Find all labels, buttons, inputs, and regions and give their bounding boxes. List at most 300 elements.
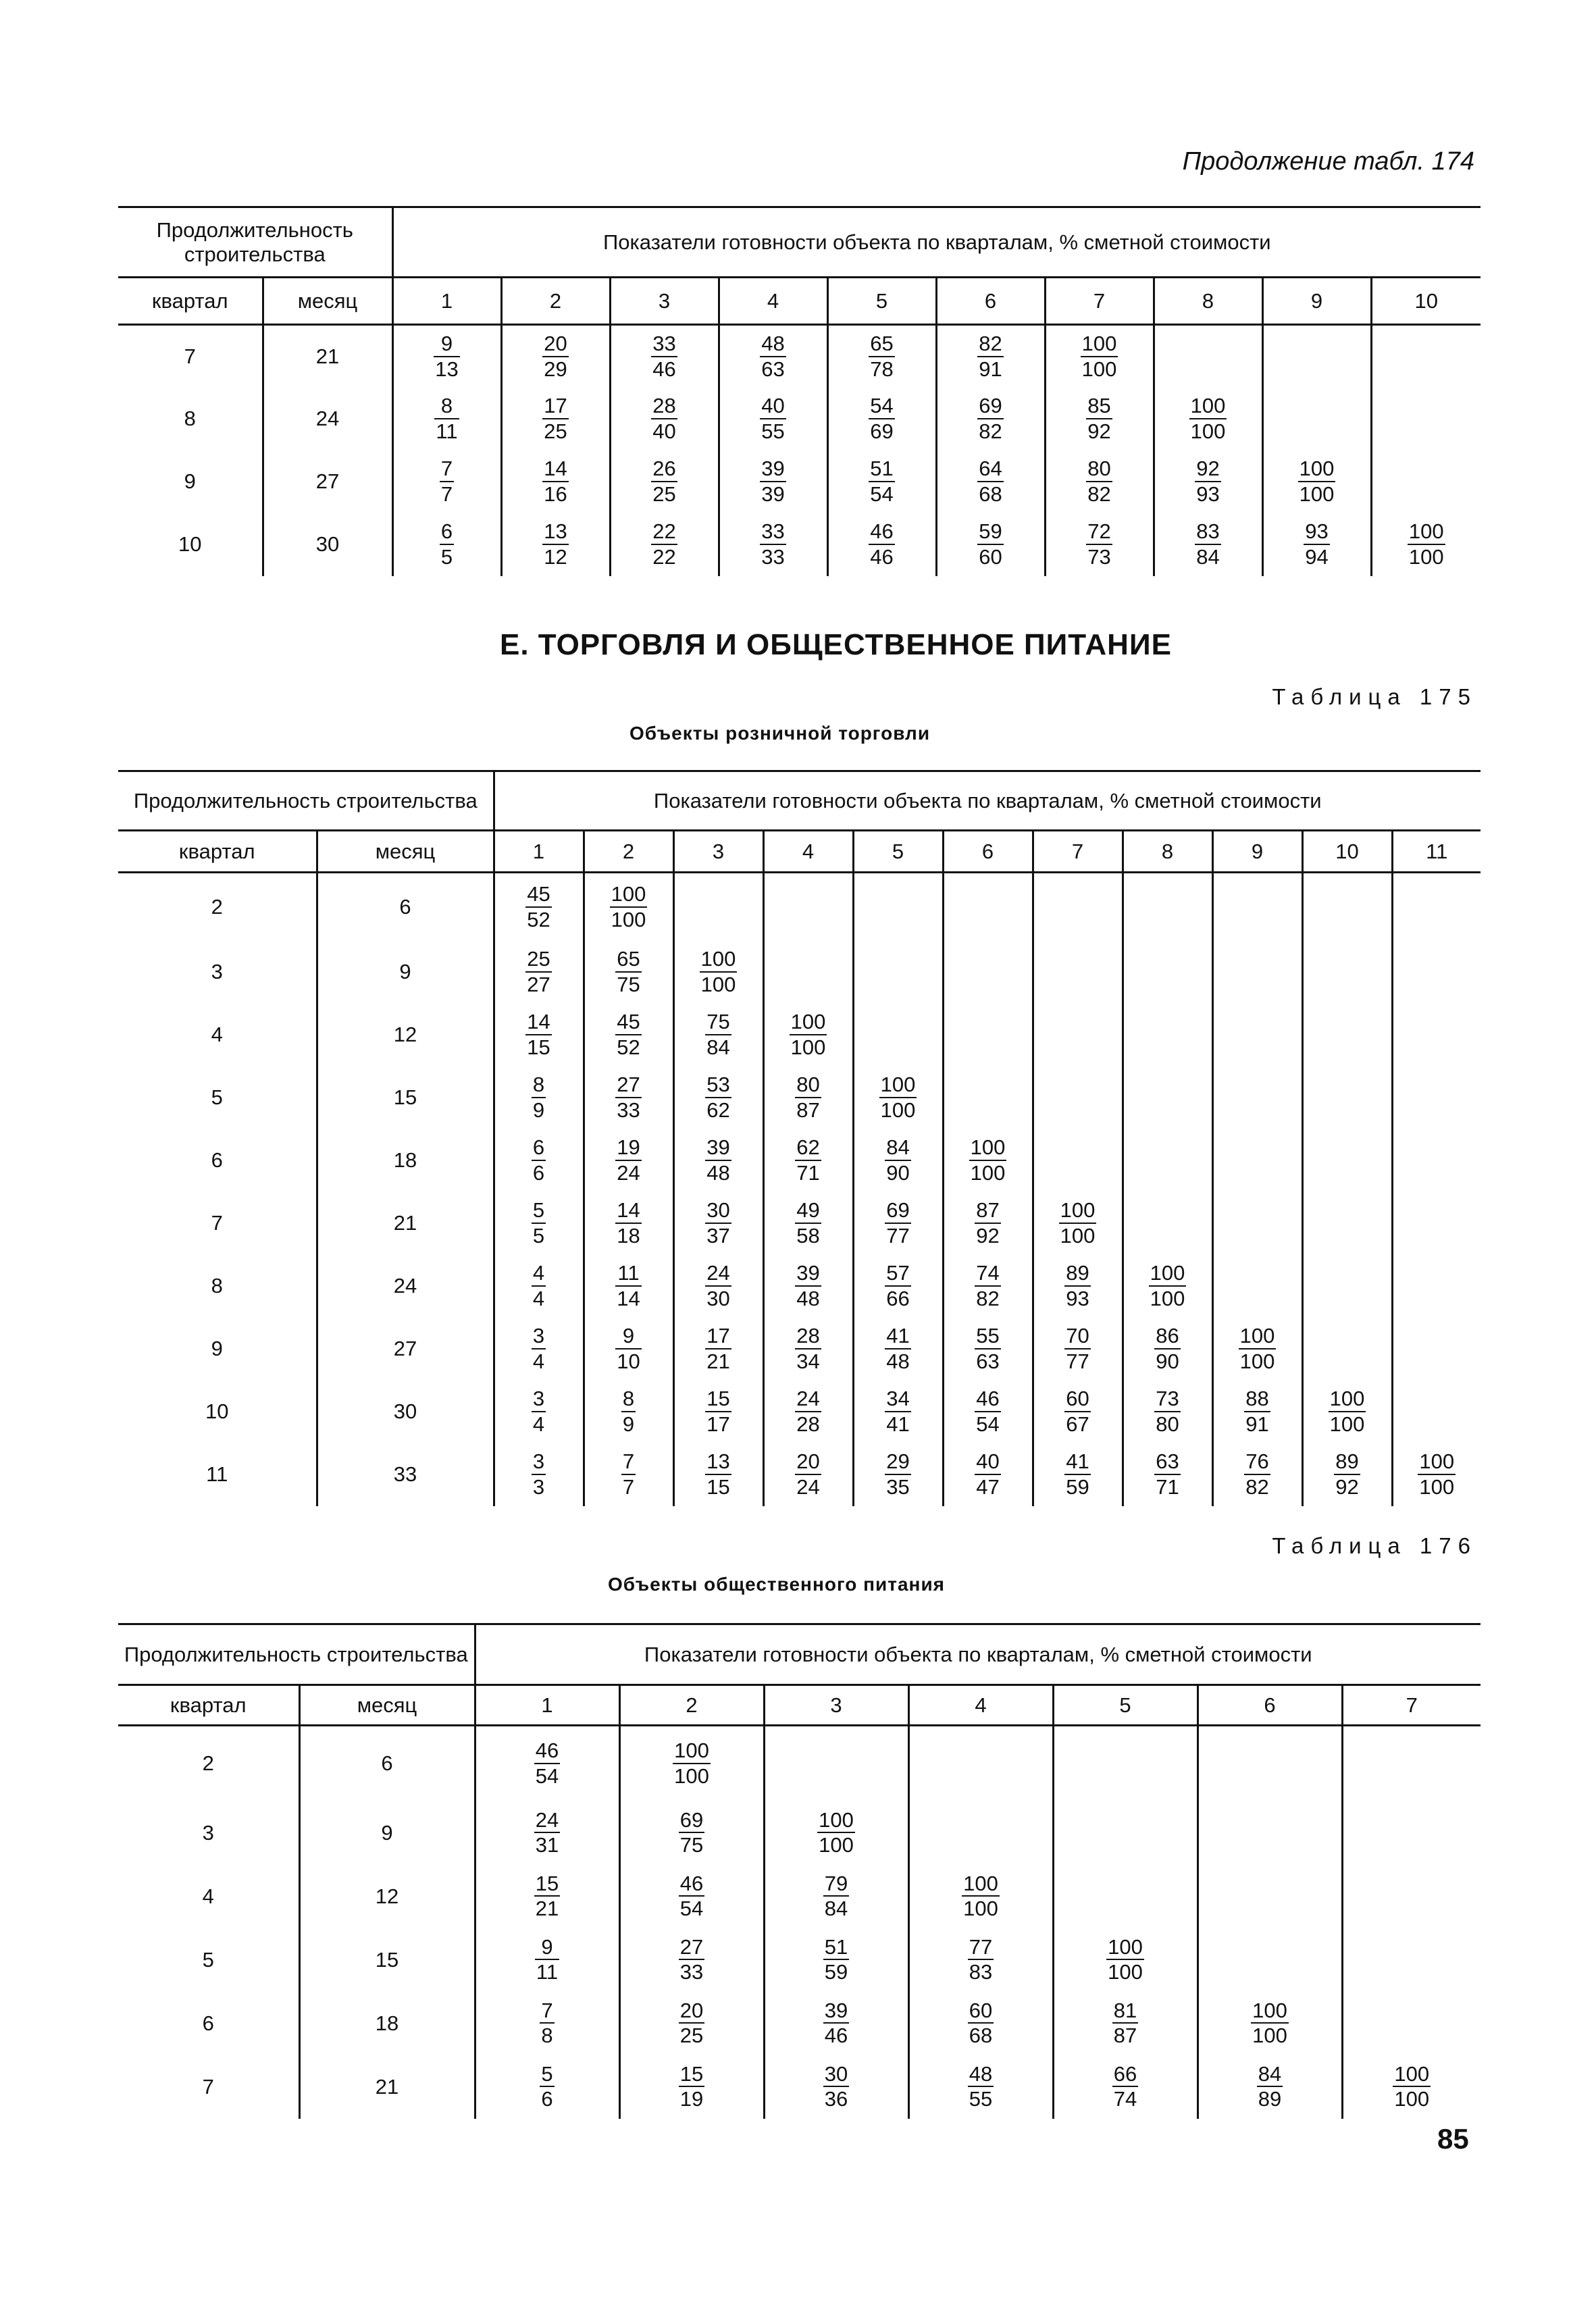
- table-175-body: [118, 771, 1481, 1506]
- denominator: 100: [1060, 1223, 1096, 1248]
- numerator: 15: [535, 1871, 559, 1895]
- table-row: [118, 1255, 1481, 1318]
- fraction: [1251, 1999, 1289, 2048]
- numerator: 17: [544, 394, 567, 418]
- fraction: [795, 1324, 821, 1373]
- value-cell: [475, 1865, 619, 1928]
- fraction: [534, 1808, 560, 1857]
- value-cell: [764, 1865, 908, 1928]
- denominator: 33: [617, 1098, 640, 1122]
- numerator: 24: [535, 1807, 559, 1832]
- fraction: [1418, 1449, 1456, 1499]
- value-cell: [1123, 1192, 1212, 1255]
- value-cell: [853, 1255, 943, 1318]
- denominator: 100: [970, 1160, 1006, 1185]
- month-cell: 24: [263, 388, 392, 451]
- value-cell: [1371, 451, 1481, 513]
- denominator: 84: [706, 1035, 730, 1059]
- denominator: 71: [796, 1160, 820, 1185]
- value-cell: [584, 1004, 673, 1066]
- column-header: 6: [936, 278, 1045, 325]
- numerator: 33: [761, 519, 785, 544]
- denominator: 73: [1087, 544, 1111, 569]
- duration-header: Продолжительность строительства: [118, 207, 392, 278]
- denominator: 67: [1066, 1412, 1089, 1436]
- fraction: [968, 2062, 994, 2111]
- numerator: 100: [1239, 1324, 1275, 1348]
- denominator: 100: [1190, 419, 1226, 443]
- numerator: 100: [790, 1010, 826, 1034]
- fraction: [1334, 1449, 1360, 1499]
- fraction: [1154, 1324, 1180, 1373]
- fraction: [532, 1198, 546, 1248]
- value-cell: [1392, 941, 1481, 1004]
- value-cell: [1033, 1192, 1123, 1255]
- value-cell: [1053, 1726, 1198, 1801]
- fraction: [535, 1935, 559, 1984]
- numerator: 65: [617, 947, 640, 971]
- fraction: [540, 2062, 554, 2111]
- value-cell: [1033, 1255, 1123, 1318]
- fraction: [869, 519, 894, 569]
- fraction: [823, 1999, 849, 2048]
- column-header: 7: [1342, 1685, 1481, 1726]
- numerator: 46: [535, 1739, 559, 1763]
- month-cell: 24: [317, 1255, 494, 1318]
- denominator: 46: [824, 2024, 848, 2048]
- value-cell: [1123, 1381, 1212, 1443]
- denominator: 100: [1150, 1286, 1185, 1310]
- numerator: 3: [532, 1387, 545, 1411]
- fraction: [1408, 519, 1445, 569]
- value-cell: [1212, 1318, 1302, 1381]
- numerator: 45: [617, 1010, 640, 1034]
- fraction: [1064, 1449, 1090, 1499]
- value-cell: [1198, 1928, 1342, 1992]
- denominator: 54: [679, 1897, 704, 1921]
- table-176-title: Объекты общественного питания: [608, 1574, 946, 1595]
- value-cell: [1123, 1129, 1212, 1192]
- value-cell: [1392, 1381, 1481, 1443]
- numerator: 82: [979, 331, 1002, 355]
- value-cell: [943, 873, 1033, 941]
- denominator: 6: [541, 2087, 553, 2111]
- denominator: 30: [706, 1286, 730, 1310]
- value-cell: [494, 1066, 584, 1129]
- value-cell: [853, 1318, 943, 1381]
- column-header: 1: [392, 278, 501, 325]
- value-cell: [1123, 1443, 1212, 1506]
- denominator: 16: [544, 482, 567, 506]
- value-cell: [1198, 1726, 1342, 1801]
- fraction: [1298, 457, 1336, 506]
- fraction: [610, 882, 648, 931]
- month-cell: 21: [299, 2055, 475, 2119]
- table-row: [118, 1992, 1481, 2055]
- numerator: 27: [617, 1073, 640, 1097]
- value-cell: [673, 1004, 763, 1066]
- denominator: 48: [886, 1349, 910, 1373]
- denominator: 100: [674, 1764, 709, 1789]
- month-header: месяц: [263, 278, 392, 325]
- denominator: 68: [979, 482, 1002, 506]
- denominator: 100: [611, 907, 646, 931]
- value-cell: [943, 1381, 1033, 1443]
- numerator: 33: [652, 331, 676, 355]
- numerator: 66: [1113, 2061, 1137, 2086]
- denominator: 17: [706, 1412, 730, 1436]
- numerator: 100: [1329, 1387, 1365, 1411]
- month-cell: 30: [317, 1381, 494, 1443]
- table-row: [118, 1381, 1481, 1443]
- fraction: [790, 1010, 827, 1059]
- fraction: [532, 1135, 546, 1185]
- fraction: [1239, 1324, 1277, 1373]
- value-cell: [494, 1192, 584, 1255]
- denominator: 77: [1066, 1349, 1089, 1373]
- fraction: [651, 394, 677, 443]
- value-cell: [719, 325, 827, 388]
- fraction: [615, 1135, 641, 1185]
- month-cell: 6: [299, 1726, 475, 1801]
- table-row: [118, 325, 1481, 388]
- fraction: [975, 1449, 1000, 1499]
- denominator: 35: [886, 1474, 910, 1499]
- denominator: 100: [1329, 1412, 1365, 1436]
- value-cell: [619, 1726, 764, 1801]
- fraction: [885, 1324, 910, 1373]
- value-cell: [501, 513, 610, 576]
- numerator: 59: [979, 519, 1002, 544]
- value-cell: [1033, 1004, 1123, 1066]
- quarter-cell: 6: [211, 1148, 223, 1172]
- fraction: [885, 1449, 910, 1499]
- denominator: 15: [527, 1035, 550, 1059]
- value-cell: [494, 873, 584, 941]
- numerator: 100: [970, 1135, 1006, 1160]
- numerator: 64: [979, 457, 1002, 481]
- numerator: 5: [541, 2061, 553, 2086]
- denominator: 6: [532, 1160, 545, 1185]
- fraction: [1086, 394, 1112, 443]
- numerator: 24: [706, 1261, 730, 1285]
- value-cell: [1123, 1318, 1212, 1381]
- quarter-cell: 9: [184, 469, 196, 493]
- value-cell: [943, 1192, 1033, 1255]
- value-cell: [619, 2055, 764, 2119]
- month-cell: 18: [299, 1992, 475, 2055]
- column-header: 5: [853, 831, 943, 873]
- table-174: [118, 206, 1481, 576]
- numerator: 20: [544, 331, 567, 355]
- table-175-label: Таблица 175: [1272, 684, 1477, 709]
- value-cell: [763, 873, 853, 941]
- value-cell: [1302, 941, 1392, 1004]
- value-cell: [827, 325, 936, 388]
- fraction: [975, 1198, 1000, 1248]
- value-cell: [673, 1318, 763, 1381]
- denominator: 47: [976, 1474, 1000, 1499]
- month-cell: 33: [317, 1443, 494, 1506]
- value-cell: [827, 451, 936, 513]
- month-cell: 30: [263, 513, 392, 576]
- numerator: 28: [796, 1324, 820, 1348]
- column-header: 7: [1045, 278, 1154, 325]
- numerator: 19: [617, 1135, 640, 1160]
- value-cell: [673, 941, 763, 1004]
- denominator: 100: [880, 1098, 916, 1122]
- denominator: 25: [544, 419, 567, 443]
- fraction: [525, 882, 551, 931]
- value-cell: [584, 1129, 673, 1192]
- fraction: [615, 1198, 641, 1248]
- denominator: 69: [870, 419, 894, 443]
- numerator: 69: [886, 1198, 910, 1223]
- value-cell: [719, 513, 827, 576]
- denominator: 63: [761, 357, 785, 381]
- numerator: 8: [532, 1073, 545, 1097]
- value-cell: [1302, 1443, 1392, 1506]
- value-cell: [1053, 2055, 1198, 2119]
- value-cell: [584, 1255, 673, 1318]
- value-cell: [943, 1129, 1033, 1192]
- value-cell: [475, 2055, 619, 2119]
- numerator: 80: [1087, 457, 1111, 481]
- denominator: 92: [1087, 419, 1111, 443]
- fraction: [621, 1449, 636, 1499]
- numerator: 7: [622, 1449, 635, 1474]
- denominator: 33: [679, 1960, 704, 1984]
- denominator: 3: [532, 1474, 545, 1499]
- fraction: [651, 519, 677, 569]
- fraction: [795, 1449, 821, 1499]
- column-header: 8: [1154, 278, 1262, 325]
- denominator: 100: [1108, 1960, 1143, 1984]
- fraction: [1195, 519, 1220, 569]
- denominator: 100: [1408, 544, 1444, 569]
- value-cell: [501, 451, 610, 513]
- value-cell: [1123, 941, 1212, 1004]
- value-cell: [584, 1318, 673, 1381]
- value-cell: [853, 1443, 943, 1506]
- fraction: [1189, 394, 1227, 443]
- value-cell: [943, 1443, 1033, 1506]
- numerator: 8: [622, 1387, 635, 1411]
- numerator: 5: [532, 1198, 545, 1223]
- column-header: 5: [1053, 1685, 1198, 1726]
- month-header: месяц: [317, 831, 494, 873]
- denominator: 87: [796, 1098, 820, 1122]
- fraction: [885, 1198, 910, 1248]
- numerator: 13: [706, 1449, 730, 1474]
- numerator: 17: [706, 1324, 730, 1348]
- column-header: 7: [1033, 831, 1123, 873]
- table-175: [118, 770, 1481, 1506]
- fraction: [760, 394, 786, 443]
- numerator: 39: [761, 457, 785, 481]
- numerator: 20: [796, 1449, 820, 1474]
- numerator: 15: [706, 1387, 730, 1411]
- readiness-header: Показатели готовности объекта по кварталам, % сметной стоимости: [494, 771, 1481, 831]
- value-cell: [764, 1801, 908, 1865]
- value-cell: [1198, 1992, 1342, 2055]
- numerator: 7: [541, 1998, 553, 2022]
- value-cell: [1212, 1066, 1302, 1129]
- value-cell: [1033, 1443, 1123, 1506]
- denominator: 83: [969, 1960, 993, 1984]
- fraction: [542, 332, 568, 381]
- table-row: [118, 1129, 1481, 1192]
- numerator: 89: [1066, 1261, 1089, 1285]
- table-row: [118, 1726, 1481, 1801]
- numerator: 69: [679, 1807, 704, 1832]
- value-cell: [610, 513, 719, 576]
- fraction: [532, 1324, 546, 1373]
- numerator: 100: [611, 881, 646, 906]
- value-cell: [1212, 873, 1302, 941]
- numerator: 24: [796, 1387, 820, 1411]
- numerator: 45: [527, 881, 550, 906]
- value-cell: [1154, 513, 1262, 576]
- value-cell: [1198, 1801, 1342, 1865]
- numerator: 84: [886, 1135, 910, 1160]
- numerator: 69: [979, 394, 1002, 418]
- denominator: 25: [679, 2024, 704, 2048]
- value-cell: [1302, 1318, 1392, 1381]
- page-number: 85: [1437, 2123, 1469, 2155]
- column-header: 3: [673, 831, 763, 873]
- denominator: 58: [796, 1223, 820, 1248]
- denominator: 77: [886, 1223, 910, 1248]
- value-cell: [1302, 1255, 1392, 1318]
- value-cell: [853, 1381, 943, 1443]
- value-cell: [1392, 1318, 1481, 1381]
- fraction: [615, 1010, 641, 1059]
- fraction: [542, 519, 568, 569]
- value-cell: [475, 1801, 619, 1865]
- numerator: 100: [1419, 1449, 1455, 1474]
- value-cell: [1392, 1004, 1481, 1066]
- value-cell: [1212, 1129, 1302, 1192]
- value-cell: [392, 513, 501, 576]
- denominator: 13: [435, 357, 459, 381]
- value-cell: [1262, 451, 1371, 513]
- fraction: [679, 1999, 704, 2048]
- denominator: 82: [976, 1286, 1000, 1310]
- value-cell: [1392, 873, 1481, 941]
- value-cell: [908, 1726, 1053, 1801]
- value-cell: [1045, 388, 1154, 451]
- numerator: 51: [824, 1934, 848, 1959]
- denominator: 21: [535, 1897, 559, 1921]
- value-cell: [1154, 451, 1262, 513]
- fraction: [1086, 519, 1112, 569]
- value-cell: [610, 451, 719, 513]
- numerator: 72: [1087, 519, 1111, 544]
- denominator: 34: [796, 1349, 820, 1373]
- value-cell: [1033, 1129, 1123, 1192]
- numerator: 100: [819, 1807, 854, 1832]
- numerator: 30: [706, 1198, 730, 1223]
- denominator: 7: [440, 482, 453, 506]
- value-cell: [1392, 1129, 1481, 1192]
- fraction: [1329, 1387, 1366, 1436]
- numerator: 9: [541, 1934, 553, 1959]
- value-cell: [764, 1726, 908, 1801]
- fraction: [525, 947, 551, 996]
- value-cell: [763, 1129, 853, 1192]
- numerator: 14: [617, 1198, 640, 1223]
- value-cell: [943, 941, 1033, 1004]
- value-cell: [1302, 1129, 1392, 1192]
- fraction: [977, 394, 1003, 443]
- quarter-cell: 4: [211, 1023, 223, 1046]
- fraction: [1112, 1999, 1138, 2048]
- fraction: [705, 1449, 731, 1499]
- value-cell: [763, 1381, 853, 1443]
- value-cell: [475, 1928, 619, 1992]
- table-row: [118, 1801, 1481, 1865]
- denominator: 74: [1113, 2087, 1137, 2111]
- value-cell: [1123, 1066, 1212, 1129]
- denominator: 54: [870, 482, 894, 506]
- table-row: [118, 2055, 1481, 2119]
- value-cell: [1053, 1801, 1198, 1865]
- numerator: 9: [622, 1324, 635, 1348]
- numerator: 49: [796, 1198, 820, 1223]
- numerator: 87: [976, 1198, 1000, 1223]
- denominator: 54: [976, 1412, 1000, 1436]
- fraction: [621, 1387, 636, 1436]
- fraction: [817, 1808, 855, 1857]
- value-cell: [908, 1865, 1053, 1928]
- quarter-cell: 10: [205, 1399, 229, 1423]
- numerator: 13: [544, 519, 567, 544]
- denominator: 94: [1305, 544, 1329, 569]
- value-cell: [1302, 1381, 1392, 1443]
- quarter-cell: 10: [178, 532, 202, 556]
- denominator: 41: [886, 1412, 910, 1436]
- fraction: [975, 1261, 1000, 1310]
- numerator: 100: [1060, 1198, 1096, 1223]
- column-header: 10: [1302, 831, 1392, 873]
- value-cell: [936, 388, 1045, 451]
- fraction: [705, 1198, 731, 1248]
- denominator: 84: [1196, 544, 1220, 569]
- fraction: [615, 1073, 641, 1122]
- numerator: 100: [1081, 331, 1117, 355]
- denominator: 100: [1394, 2087, 1430, 2111]
- denominator: 11: [536, 1960, 559, 1984]
- fraction: [823, 2062, 849, 2111]
- fraction: [615, 1324, 641, 1373]
- column-header: 5: [827, 278, 936, 325]
- fraction: [1149, 1261, 1187, 1310]
- numerator: 86: [1156, 1324, 1179, 1348]
- value-cell: [475, 1726, 619, 1801]
- denominator: 90: [886, 1160, 910, 1185]
- fraction: [885, 1387, 910, 1436]
- value-cell: [1123, 1255, 1212, 1318]
- value-cell: [494, 1381, 584, 1443]
- value-cell: [1212, 1381, 1302, 1443]
- denominator: 82: [1087, 482, 1111, 506]
- denominator: 100: [819, 1833, 854, 1857]
- month-header: месяц: [299, 1685, 475, 1726]
- denominator: 60: [979, 544, 1002, 569]
- denominator: 5: [440, 544, 453, 569]
- fraction: [679, 1872, 704, 1921]
